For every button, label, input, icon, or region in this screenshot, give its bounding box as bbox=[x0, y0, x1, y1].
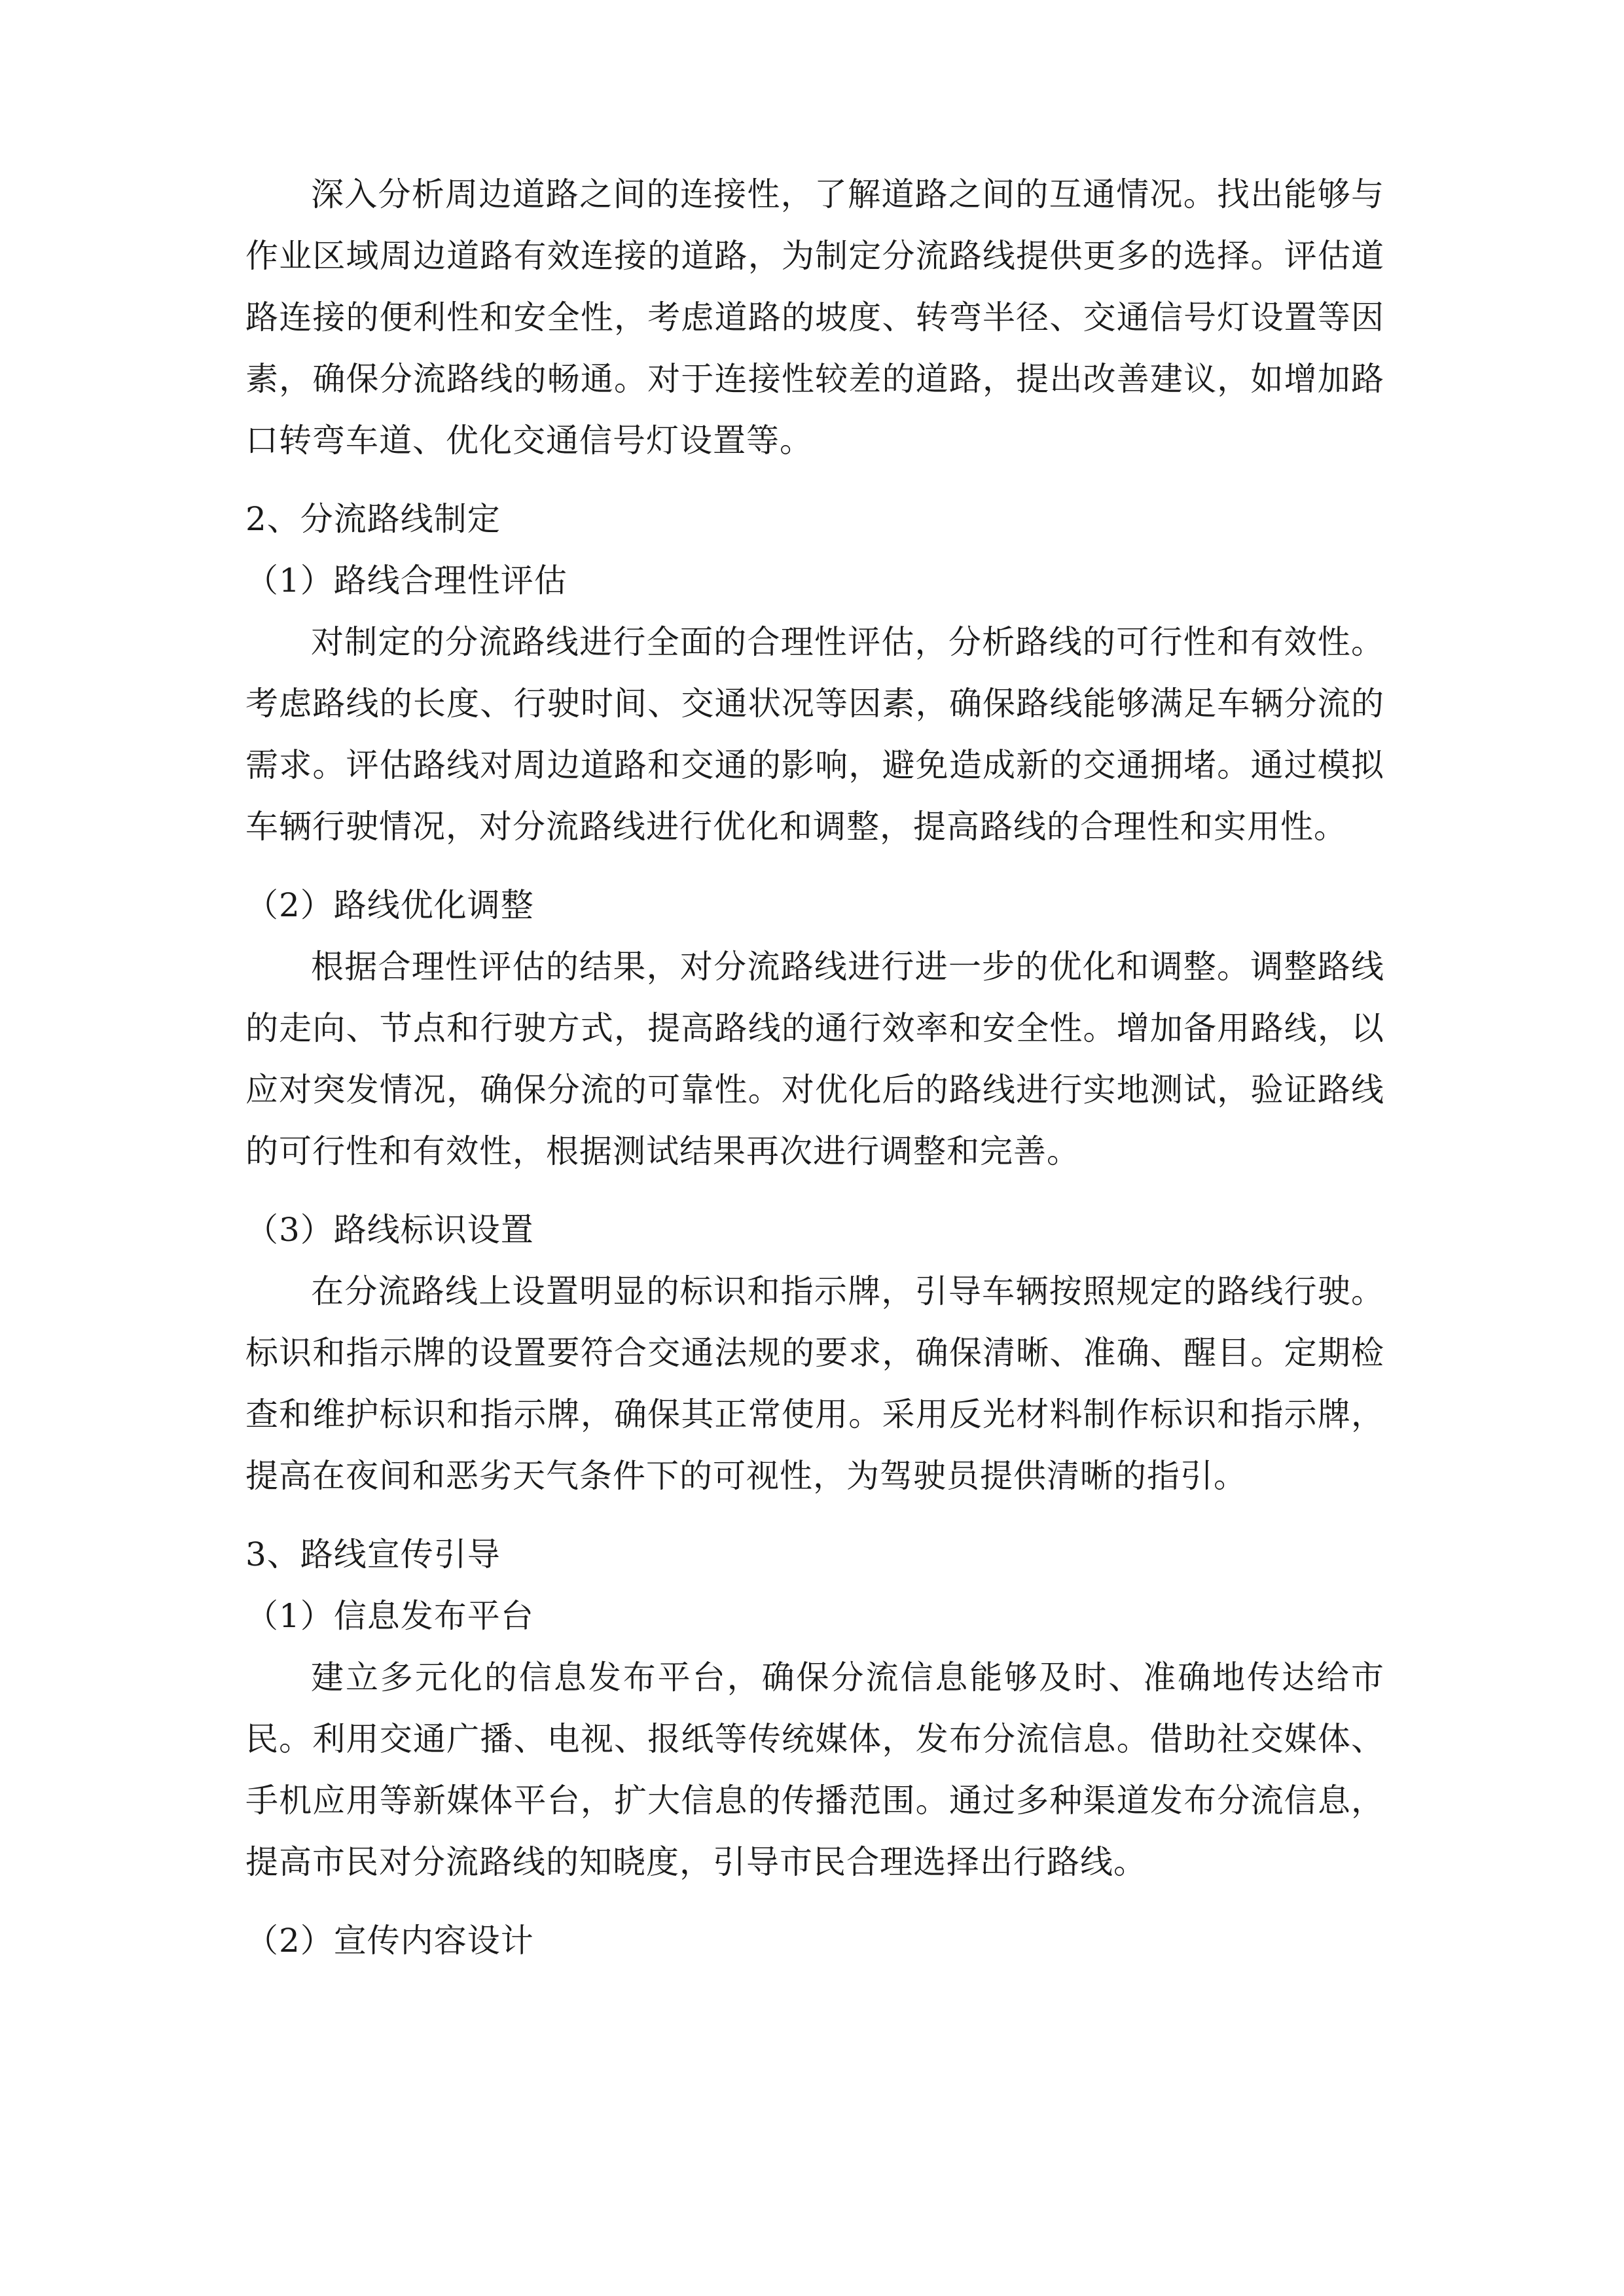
section-heading-route-publicity: 3、路线宣传引导 bbox=[245, 1535, 501, 1573]
paragraph-route-signage: 在分流路线上设置明显的标识和指示牌，引导车辆按照规定的路线行驶。标识和指示牌的设置要符合交通法规的要求，确保清晰、准确、醒目。定期检查和维护标识和指示牌，确保其正常使用。采用反光材料制作标识和指示牌，提高在夜间和恶劣天气条件下的可视性，为驾驶员提供清晰的指引。 bbox=[245, 1272, 1384, 1495]
section-heading-route-planning: 2、分流路线制定 bbox=[245, 500, 501, 538]
paragraph-route-rationality: 对制定的分流路线进行全面的合理性评估，分析路线的可行性和有效性。考虑路线的长度、行驶时间、交通状况等因素，确保路线能够满足车辆分流的需求。评估路线对周边道路和交通的影响，避免造成新的交通拥堵。通过模拟车辆行驶情况，对分流路线进行优化和调整，提高路线的合理性和实用性。 bbox=[245, 623, 1384, 846]
paragraph-info-platform: 建立多元化的信息发布平台，确保分流信息能够及时、准确地传达给市民。利用交通广播、电视、报纸等传统媒体，发布分流信息。借助社交媒体、手机应用等新媒体平台，扩大信息的传播范围。通过多种渠道发布分流信息，提高市民对分流路线的知晓度，引导市民合理选择出行路线。 bbox=[245, 1659, 1384, 1881]
subheading-route-rationality: （1）路线合理性评估 bbox=[245, 562, 568, 600]
paragraph-road-connectivity: 深入分析周边道路之间的连接性，了解道路之间的互通情况。找出能够与作业区域周边道路有效连接的道路，为制定分流路线提供更多的选择。评估道路连接的便利性和安全性，考虑道路的坡度、转弯半径、交通信号灯设置等因素，确保分流路线的畅通。对于连接性较差的道路，提出改善建议，如增加路口转弯车道、优化交通信号灯设置等。 bbox=[245, 175, 1384, 459]
subheading-route-signage: （3）路线标识设置 bbox=[245, 1211, 534, 1249]
paragraph-route-optimization: 根据合理性评估的结果，对分流路线进行进一步的优化和调整。调整路线的走向、节点和行驶方式，提高路线的通行效率和安全性。增加备用路线，以应对突发情况，确保分流的可靠性。对优化后的路线进行实地测试，验证路线的可行性和有效性，根据测试结果再次进行调整和完善。 bbox=[245, 948, 1384, 1170]
subheading-info-platform: （1）信息发布平台 bbox=[245, 1597, 534, 1635]
document-page bbox=[245, 164, 1384, 1971]
subheading-route-optimization: （2）路线优化调整 bbox=[245, 886, 534, 924]
subheading-publicity-content: （2）宣传内容设计 bbox=[245, 1922, 534, 1960]
